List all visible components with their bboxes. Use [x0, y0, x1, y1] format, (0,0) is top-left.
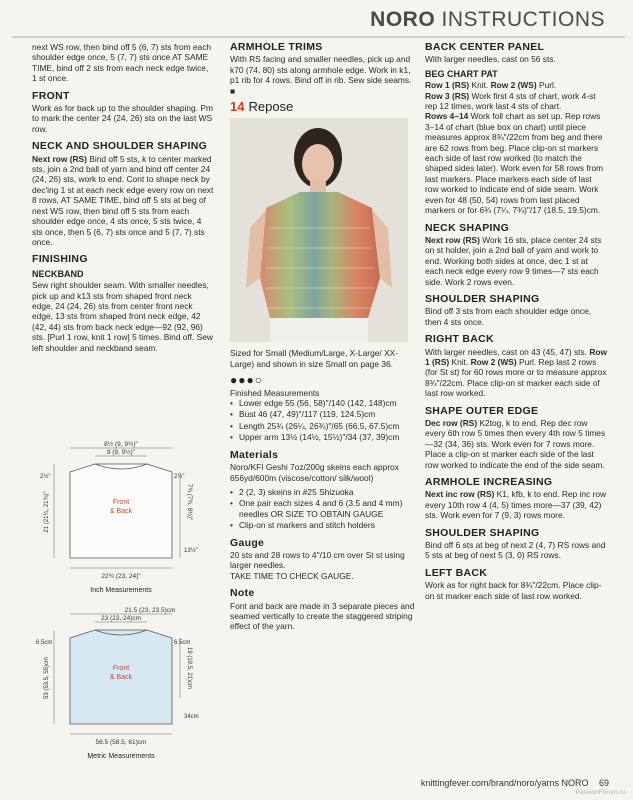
- inch-caption: Inch Measurements: [90, 587, 152, 594]
- row-text: Purl.: [536, 80, 557, 91]
- row-text: Work foll chart as set up. Rep rows 3–14 of chart (blue box on chart) until piece measures approx 8¾"/22cm from beg and there are 62 rows from beg. Place clip-on st markers each side of last row worked (to match the shaped sides later). Work even for 58 rows from last markers. Place markers each side of last row worked to indicate end of side seam. Work even for 48 (50, 54) rows from last placed markers or for 6¾ (7¼, 7¾)"/17 (18.5, 19.5)cm.: [425, 111, 604, 216]
- shoulder-shaping-2-text: Bind off 6 sts at beg of next 2 (4, 7) RS rows and 5 sts at beg of next 5 (3, 0) RS rows.: [425, 540, 606, 561]
- column-1: [32, 42, 214, 357]
- front-heading: FRONT: [32, 89, 70, 102]
- skill-level: ●●●○: [230, 373, 263, 388]
- page-number: 69: [598, 778, 609, 788]
- finished-heading: Finished Measurements: [230, 387, 320, 398]
- inch-width: 22¾ (23, 24)": [101, 573, 141, 580]
- back-center-heading: BACK CENTER PANEL: [425, 41, 545, 53]
- row-text: Knit.: [469, 80, 491, 91]
- neck-shoulder-heading: NECK AND SHOULDER SHAPING: [32, 140, 208, 153]
- inch-left-short: 2½": [40, 474, 51, 480]
- neckband-text: Sew right shoulder seam. With smaller needles, pick up and k13 sts from shaped front neck edge, 24 (24, 26) sts from center front neck edge, 13 sts from shaped front neck edge, 42 (42, 44) sts from back neck edge—92 (92, 96) sts. [Purl 1 row, knit 1 row] 5 times. Bind off. Sew left shoulder and neckband seam.: [32, 280, 213, 353]
- list-item: • Bust 46 (47, 49)"/117 (119, 124.5)cm: [230, 409, 416, 419]
- neck-shaping-heading: NECK SHAPING: [425, 221, 510, 234]
- gauge-heading: Gauge: [230, 536, 265, 549]
- sizes-text: Sized for Small (Medium/Large, X-Large/ XX-Large) and shown in size Small on page 36.: [230, 348, 399, 369]
- header-rule: [12, 36, 625, 38]
- armhole-increasing-heading: ARMHOLE INCREASING: [425, 476, 553, 489]
- metric-width: 56.5 (58.5, 61)cm: [95, 739, 147, 746]
- row-label: Row 2 (WS): [470, 356, 517, 367]
- metric-right-short: 6.5cm: [174, 640, 191, 646]
- row-text: With larger needles, cast on 43 (45, 47) sts.: [425, 346, 590, 357]
- row-label: Row 1 (RS): [425, 80, 470, 91]
- list-item: • 2 (2, 3) skeins in #25 Shizuoka: [230, 487, 416, 497]
- list-item: • Lower edge 55 (56, 58)"/140 (142, 148)cm: [230, 398, 416, 408]
- inch-side: 13½": [184, 548, 198, 554]
- metric-caption: Metric Measurements: [87, 753, 155, 760]
- metric-label-back: & Back: [109, 674, 133, 681]
- gauge-text: 20 sts and 28 rows to 4"/10 cm over St st using larger needles.: [230, 549, 405, 571]
- row-text: Work 16 sts, place center 24 sts on st holder, join a 2nd ball of yarn and work to end. Working both sides at once, dec 1 st at each neck edge every row 9 times—7 sts each side. Work 2 rows even.: [425, 234, 602, 287]
- row-text: K2tog, k to end. Rep dec row every 6th row 5 times then every 4th row 5 times—32 (34, 36) sts. Work even for 7 rows more. Place a clip-on st marker each side of the last row worked to indicate the end of the side seam.: [425, 418, 606, 470]
- armhole-increasing-text: [425, 489, 607, 520]
- materials-text: Noro/KFI Geshi 7oz/200g skeins each approx 656yd/600m (viscose/cotton/ silk/wool): [230, 462, 399, 483]
- list-item: • One pair each sizes 4 and 6 (3.5 and 4 mm) needles OR SIZE TO OBTAIN GAUGE: [230, 498, 416, 519]
- column-2: [230, 42, 416, 636]
- row-text: Work first 4 sts of chart, work 4-st rep 12 times, work last 4 sts of chart.: [425, 90, 596, 112]
- shoulder-text: Bind off 3 sts from each shoulder edge once, then 4 sts once.: [425, 306, 592, 327]
- armhole-trims-text: With RS facing and smaller needles, pick up and k70 (74, 80) sts along armhole edge. Work in k1, p1 rib for 4 rows. Bind off in rib. Sew side seams. ■: [230, 54, 412, 96]
- neck-body: Bind off 5 sts, k to center marked sts, join a 2nd ball of yarn and bind off center 24 (24, 26) sts, work to end. Cont to shape neck by dec'ing 1 st at each neck edge every row on next 8 rows, AT SAME TIME, bind off 5 sts at beg of next WS row, then bind off 5 sts from each shoulder edge once, 4 sts once, 5 sts twice, 4 sts once, then 5 (6, 7) sts once and 5 (7, 7) sts once.: [32, 153, 214, 247]
- brand-name: NORO: [370, 8, 436, 31]
- materials-heading: Materials: [230, 448, 279, 461]
- metric-neck-label: 23 (23, 24)cm: [100, 615, 142, 622]
- list-item: • Length 25¾ (26¼, 26¾)"/65 (66.5, 67.5)cm: [230, 421, 416, 431]
- inch-neck-label: 9 (9, 9½)": [106, 449, 136, 456]
- gauge-note: TAKE TIME TO CHECK GAUGE.: [230, 570, 354, 581]
- page-header: [0, 0, 633, 40]
- beg-chart-heading: BEG CHART PAT: [425, 68, 498, 79]
- footer-url: knittingfever.com/brand/noro/yarns: [420, 778, 559, 788]
- inch-top-label: 8½ (9, 9½)": [104, 441, 138, 448]
- header-title: [370, 8, 605, 32]
- left-back-heading: LEFT BACK: [425, 566, 488, 579]
- beg-chart-text: [425, 80, 607, 215]
- metric-schematic: [30, 606, 220, 771]
- model-photo: [230, 118, 408, 342]
- inch-right-short: 2½": [174, 474, 185, 480]
- shoulder-shaping-2-heading: SHOULDER SHAPING: [425, 526, 540, 539]
- shape-outer-edge-text: [425, 418, 607, 470]
- intro-text: next WS row, then bind off 5 (6, 7) sts from each shoulder edge once, 5 (7, 7) sts once AT SAME TIME, bind off 2 sts from each neck edge twice, 1 st once.: [32, 42, 212, 84]
- metric-armhole: 19 (19.5, 21)cm: [186, 646, 192, 690]
- pattern-title: [230, 99, 416, 115]
- section-title: INSTRUCTIONS: [441, 8, 605, 31]
- left-back-text: Work as for right back for 8¾"/22cm. Place clip-on st marker each side of last row worked.: [425, 580, 602, 601]
- row-label: Dec row (RS): [425, 418, 478, 428]
- metric-top-label: 21.5 (23, 23.5)cm: [124, 607, 176, 614]
- neck-lead: Next row (RS): [32, 153, 87, 164]
- metric-left-short: 6.5cm: [36, 640, 53, 646]
- armhole-trims-heading: ARMHOLE TRIMS: [230, 41, 323, 53]
- row-text: Purl. Rep last 2 rows (for St st) for 60 rows more or to measure approx 8¾"/22cm. Place clip-on st marker each side of last row worked.: [425, 356, 607, 399]
- note-text: Font and back are made in 3 separate pieces and seamed vertically to create the staggered striping effect of the yarn.: [230, 600, 415, 632]
- inch-label-back: & Back: [109, 508, 133, 515]
- materials-list: [230, 487, 416, 531]
- pattern-name: Repose: [248, 99, 294, 115]
- inch-armhole: 7¾ (7¾, 8¾)": [186, 483, 192, 521]
- inch-schematic: [30, 440, 220, 605]
- right-back-text: [425, 347, 607, 399]
- column-3: [425, 42, 607, 605]
- metric-length: 53 (53.5, 55)cm: [44, 656, 50, 700]
- neck-shoulder-text: [32, 154, 214, 248]
- list-item: • Clip-on st markers and stitch holders: [230, 520, 416, 530]
- metric-side: 34cm: [184, 714, 199, 720]
- row-label: Row 3 (RS): [425, 90, 470, 101]
- row-text: Knit.: [449, 356, 471, 367]
- inch-label-front: Front: [112, 499, 130, 506]
- row-label: Row 2 (WS): [490, 80, 537, 91]
- note-heading: Note: [230, 587, 255, 600]
- back-center-text: With larger needles, cast on 56 sts.: [425, 54, 556, 65]
- metric-label-front: Front: [112, 665, 130, 672]
- row-label: Row 1 (RS): [425, 346, 608, 367]
- finished-list: [230, 398, 416, 443]
- finishing-heading: FINISHING: [32, 253, 88, 266]
- neckband-heading: NECKBAND: [32, 268, 84, 279]
- shape-outer-edge-heading: SHAPE OUTER EDGE: [425, 404, 539, 417]
- neck-shaping-text: [425, 235, 607, 287]
- shoulder-heading: SHOULDER SHAPING: [425, 292, 540, 305]
- inch-length: 21 (21¼, 21¾)": [44, 491, 50, 533]
- pattern-number: 14: [230, 99, 245, 115]
- front-text: Work as for back up to the shoulder shaping. Pm to mark the center 24 (24, 26) sts on the last WS row.: [32, 103, 213, 134]
- watermark: PassionForum.ru: [575, 789, 625, 796]
- row-text: K1, kfb, k to end. Rep inc row every 10th row 4 (4, 5) times more—37 (39, 42) sts. Work even for 7 (9, 3) rows more.: [425, 489, 607, 521]
- row-label: Next row (RS): [425, 234, 480, 245]
- row-label: Next inc row (RS): [425, 489, 495, 500]
- row-label: Rows 4–14: [425, 111, 469, 122]
- page-footer: [421, 778, 609, 788]
- list-item: • Upper arm 13½ (14½, 15½)"/34 (37, 39)cm: [230, 432, 416, 442]
- footer-brand: NORO: [561, 778, 589, 788]
- right-back-heading: RIGHT BACK: [425, 333, 494, 346]
